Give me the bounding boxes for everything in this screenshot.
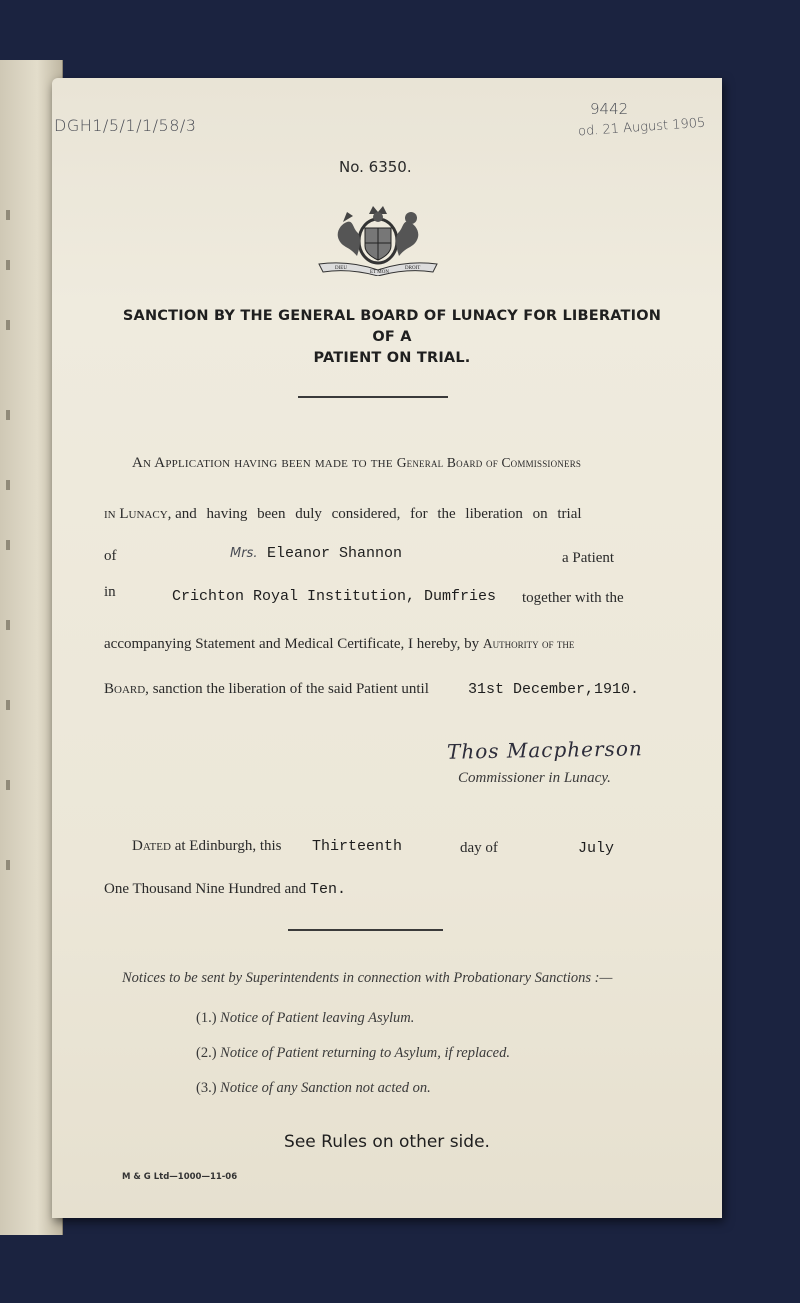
document-heading	[112, 306, 672, 369]
board-text: Board,	[104, 681, 149, 697]
patient-name: Eleanor Shannon	[267, 545, 403, 562]
authority-text: Authority of the	[482, 636, 575, 651]
corner-note-date: od. 21 August 1905	[577, 115, 706, 140]
year-line	[104, 881, 346, 898]
svg-text:DIEU: DIEU	[335, 266, 347, 271]
heading-line-2: PATIENT ON TRIAL.	[313, 350, 471, 366]
notice-text-1: Notice of Patient leaving Asylum.	[220, 1010, 415, 1026]
body-line-5	[104, 636, 574, 653]
document-number: No. 6350.	[339, 158, 412, 176]
see-rules-note: See Rules on other side.	[284, 1132, 490, 1152]
notice-text-3: Notice of any Sanction not acted on.	[220, 1080, 431, 1096]
general-board: General Board of Commissioners	[396, 455, 582, 470]
archive-reference: DGH1/5/1/1/58/3	[54, 116, 197, 135]
of-label: of	[104, 548, 117, 564]
royal-coat-of-arms	[313, 196, 443, 276]
notice-num-2: (2.)	[196, 1045, 217, 1061]
application-text: An Application having been made to the	[132, 455, 397, 471]
divider-top	[298, 396, 448, 398]
body-line-2	[104, 506, 624, 523]
notice-item-2	[196, 1045, 510, 1062]
heading-line-1: SANCTION BY THE GENERAL BOARD OF LUNACY FOR LIBERATION OF A	[122, 308, 662, 345]
notice-item-3	[196, 1080, 431, 1097]
dated-line	[132, 838, 282, 855]
svg-text:DROIT: DROIT	[405, 266, 421, 271]
considered-text: and having been duly considered, for the liberation on trial	[175, 506, 582, 522]
notice-item-1	[196, 1010, 414, 1027]
patient-prefix: Mrs.	[230, 546, 258, 561]
in-label: in	[104, 584, 116, 600]
notice-num-3: (3.)	[196, 1080, 217, 1096]
printer-imprint: M & G Ltd—1000—11-06	[122, 1172, 238, 1182]
dated-place: at Edinburgh, this	[174, 838, 282, 854]
notice-text-2: Notice of Patient returning to Asylum, if replaced.	[220, 1045, 510, 1061]
corner-note-number: 9442	[590, 100, 629, 118]
dated-label: Dated	[132, 838, 171, 854]
document-page	[52, 78, 722, 1218]
divider-bottom	[288, 929, 443, 931]
institution-name: Crichton Royal Institution, Dumfries	[172, 588, 497, 605]
year-text: One Thousand Nine Hundred and	[104, 881, 307, 897]
a-patient-label: a Patient	[562, 550, 615, 566]
notice-num-1: (1.)	[196, 1010, 217, 1026]
liberation-until-date: 31st December,1910.	[468, 681, 640, 698]
statement-text: accompanying Statement and Medical Certificate, I hereby, by	[104, 636, 483, 652]
commissioner-title: Commissioner in Lunacy.	[458, 770, 611, 786]
dated-year: Ten.	[309, 881, 346, 898]
body-line-6	[104, 681, 429, 698]
svg-text:ET MON: ET MON	[370, 270, 389, 275]
commissioner-signature: Thos Macpherson	[446, 736, 643, 764]
sanction-text: sanction the liberation of the said Patient until	[152, 681, 429, 697]
body-line-1	[132, 455, 581, 472]
together-with: together with the	[522, 590, 624, 606]
notices-intro: Notices to be sent by Superintendents in connection with Probationary Sanctions :—	[122, 970, 613, 986]
dated-month: July	[578, 840, 615, 857]
in-lunacy: in Lunacy,	[104, 506, 172, 522]
dated-day: Thirteenth	[312, 838, 403, 855]
day-of-label: day of	[460, 840, 498, 856]
